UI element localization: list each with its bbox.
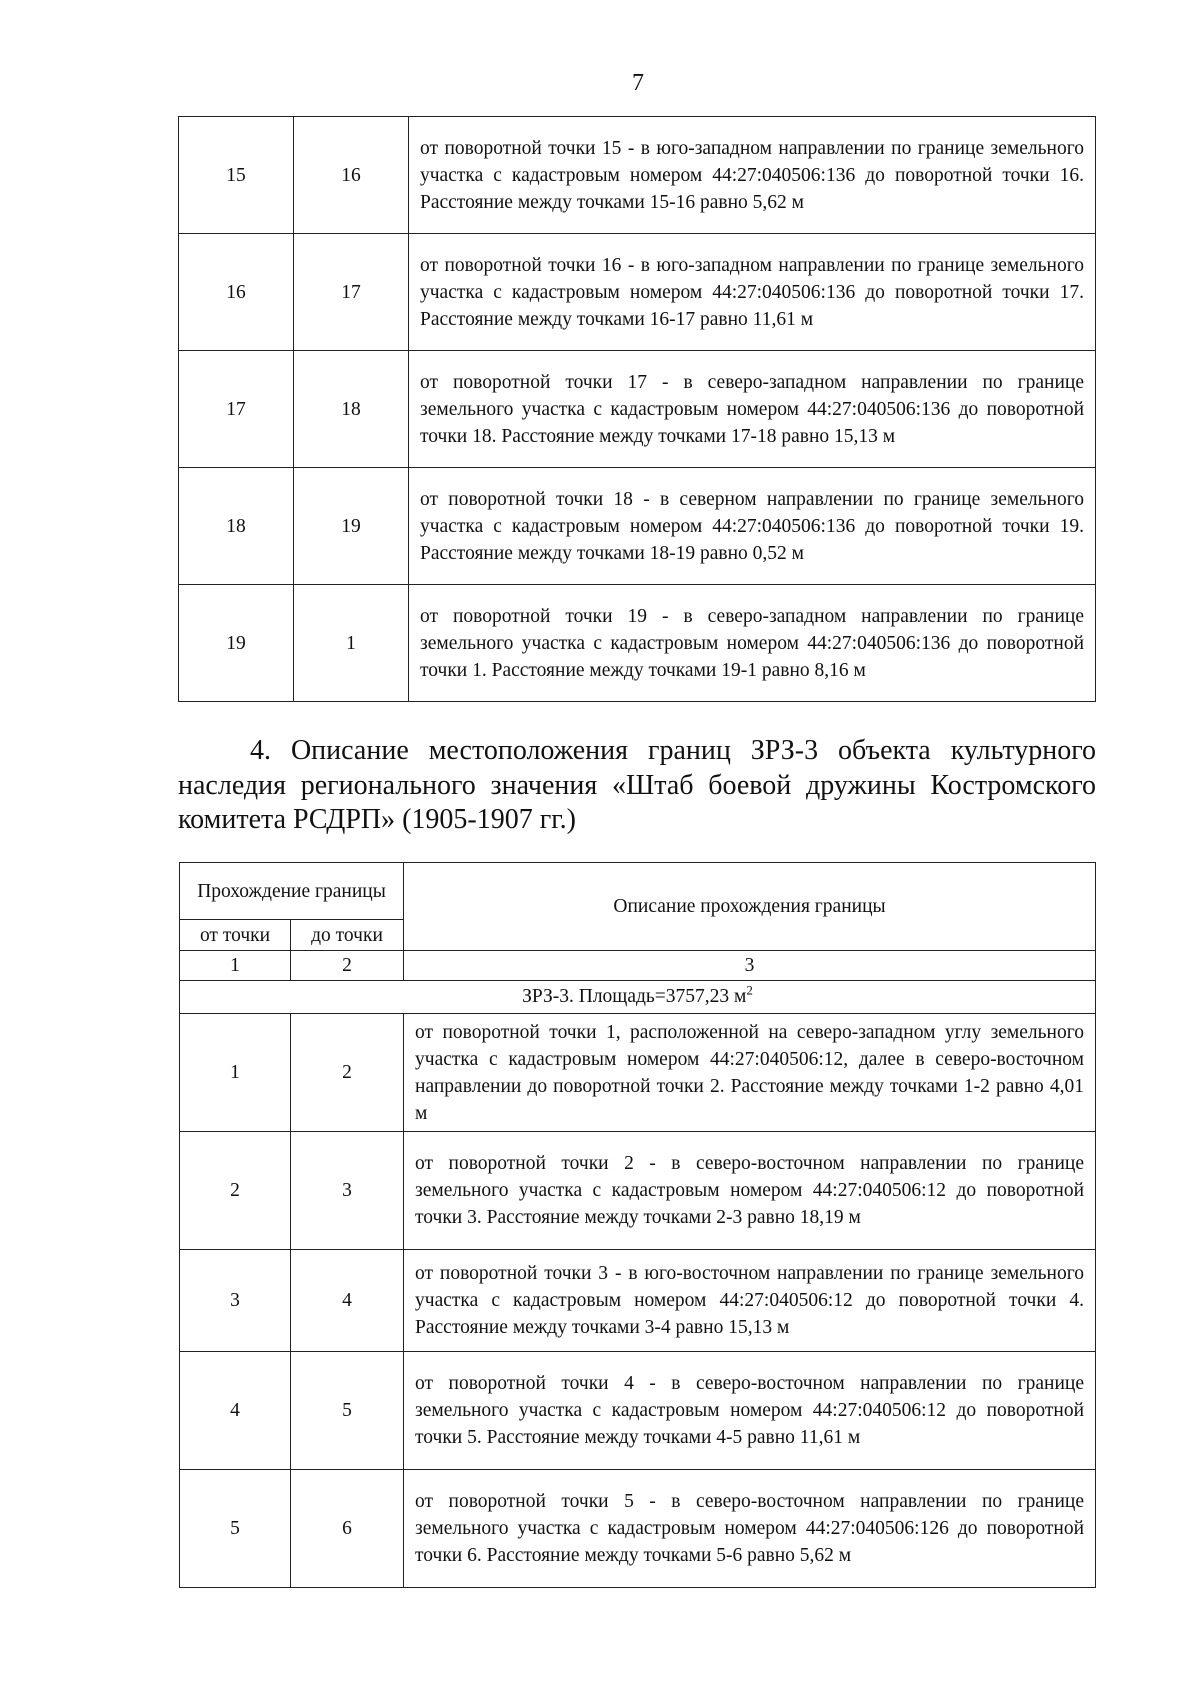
- table-row: [180, 1470, 1096, 1588]
- column-number-row: [180, 951, 1096, 981]
- boundary-description-cell: от поворотной точки 18 - в северном направлении по границе земельного участка с кадастровым номером 44:27:040506:136 до поворотной точки 19. Расстояние между точками 18-19 равно 0,52 м: [409, 468, 1096, 585]
- from-point-cell: 16: [179, 234, 294, 351]
- page-number: 7: [632, 70, 644, 96]
- from-point-cell: 4: [180, 1352, 291, 1470]
- header-from-point: от точки: [180, 920, 291, 951]
- zone-area-label: ЗРЗ-3. Площадь=3757,23 м: [522, 986, 747, 1007]
- column-number: 3: [404, 951, 1096, 981]
- to-point-cell: 4: [291, 1250, 404, 1352]
- to-point-cell: 5: [291, 1352, 404, 1470]
- header-description: Описание прохождения границы: [404, 863, 1096, 951]
- section-heading-text: 4. Описание местоположения границ ЗРЗ-3 объекта культурного наследия регионального значения «Штаб боевой дружины Костромского комитета РСДРП» (1905-1907 гг.): [178, 735, 1096, 835]
- boundary-table-zrz3: [179, 862, 1096, 1588]
- boundary-description-cell: от поворотной точки 1, расположенной на северо-западном углу земельного участка с кадастровым номером 44:27:040506:12, далее в северо-восточном направлении до поворотной точки 2. Расстояние между точками 1-2 равно 4,01 м: [404, 1014, 1096, 1132]
- to-point-cell: 2: [291, 1014, 404, 1132]
- from-point-cell: 18: [179, 468, 294, 585]
- column-number: 2: [291, 951, 404, 981]
- table-row: [179, 234, 1096, 351]
- from-point-cell: 1: [180, 1014, 291, 1132]
- to-point-cell: 3: [291, 1132, 404, 1250]
- from-point-cell: 15: [179, 117, 294, 234]
- boundary-table-continued: [178, 116, 1096, 702]
- column-number: 1: [180, 951, 291, 981]
- table-row: [179, 351, 1096, 468]
- from-point-cell: 5: [180, 1470, 291, 1588]
- table-row: [180, 1352, 1096, 1470]
- boundary-description-cell: от поворотной точки 4 - в северо-восточном направлении по границе земельного участка с кадастровым номером 44:27:040506:12 до поворотной точки 5. Расстояние между точками 4-5 равно 11,61 м: [404, 1352, 1096, 1470]
- boundary-description-cell: от поворотной точки 17 - в северо-западном направлении по границе земельного участка с кадастровым номером 44:27:040506:136 до поворотной точки 18. Расстояние между точками 17-18 равно 15,13 м: [409, 351, 1096, 468]
- from-point-cell: 3: [180, 1250, 291, 1352]
- to-point-cell: 6: [291, 1470, 404, 1588]
- zone-area-cell: [180, 981, 1096, 1014]
- table-row: [180, 1250, 1096, 1352]
- header-to-point: до точки: [291, 920, 404, 951]
- table-header-row: [180, 863, 1096, 920]
- boundary-description-cell: от поворотной точки 3 - в юго-восточном направлении по границе земельного участка с кадастровым номером 44:27:040506:12 до поворотной точки 4. Расстояние между точками 3-4 равно 15,13 м: [404, 1250, 1096, 1352]
- to-point-cell: 19: [294, 468, 409, 585]
- to-point-cell: 16: [294, 117, 409, 234]
- zone-area-unit-superscript: 2: [746, 982, 753, 998]
- header-boundary-passage: Прохождение границы: [180, 863, 404, 920]
- table-row: [179, 117, 1096, 234]
- table-row: [179, 585, 1096, 702]
- boundary-description-cell: от поворотной точки 5 - в северо-восточном направлении по границе земельного участка с кадастровым номером 44:27:040506:126 до поворотной точки 6. Расстояние между точками 5-6 равно 5,62 м: [404, 1470, 1096, 1588]
- table-row: [179, 468, 1096, 585]
- to-point-cell: 18: [294, 351, 409, 468]
- boundary-description-cell: от поворотной точки 16 - в юго-западном направлении по границе земельного участка с кадастровым номером 44:27:040506:136 до поворотной точки 17. Расстояние между точками 16-17 равно 11,61 м: [409, 234, 1096, 351]
- to-point-cell: 17: [294, 234, 409, 351]
- boundary-description-cell: от поворотной точки 15 - в юго-западном направлении по границе земельного участка с кадастровым номером 44:27:040506:136 до поворотной точки 16. Расстояние между точками 15-16 равно 5,62 м: [409, 117, 1096, 234]
- from-point-cell: 19: [179, 585, 294, 702]
- to-point-cell: 1: [294, 585, 409, 702]
- from-point-cell: 17: [179, 351, 294, 468]
- boundary-description-cell: от поворотной точки 2 - в северо-восточном направлении по границе земельного участка с кадастровым номером 44:27:040506:12 до поворотной точки 3. Расстояние между точками 2-3 равно 18,19 м: [404, 1132, 1096, 1250]
- from-point-cell: 2: [180, 1132, 291, 1250]
- section-heading: [178, 734, 1096, 838]
- zone-row: [180, 981, 1096, 1014]
- table-row: [180, 1014, 1096, 1132]
- table-row: [180, 1132, 1096, 1250]
- boundary-description-cell: от поворотной точки 19 - в северо-западном направлении по границе земельного участка с кадастровым номером 44:27:040506:136 до поворотной точки 1. Расстояние между точками 19-1 равно 8,16 м: [409, 585, 1096, 702]
